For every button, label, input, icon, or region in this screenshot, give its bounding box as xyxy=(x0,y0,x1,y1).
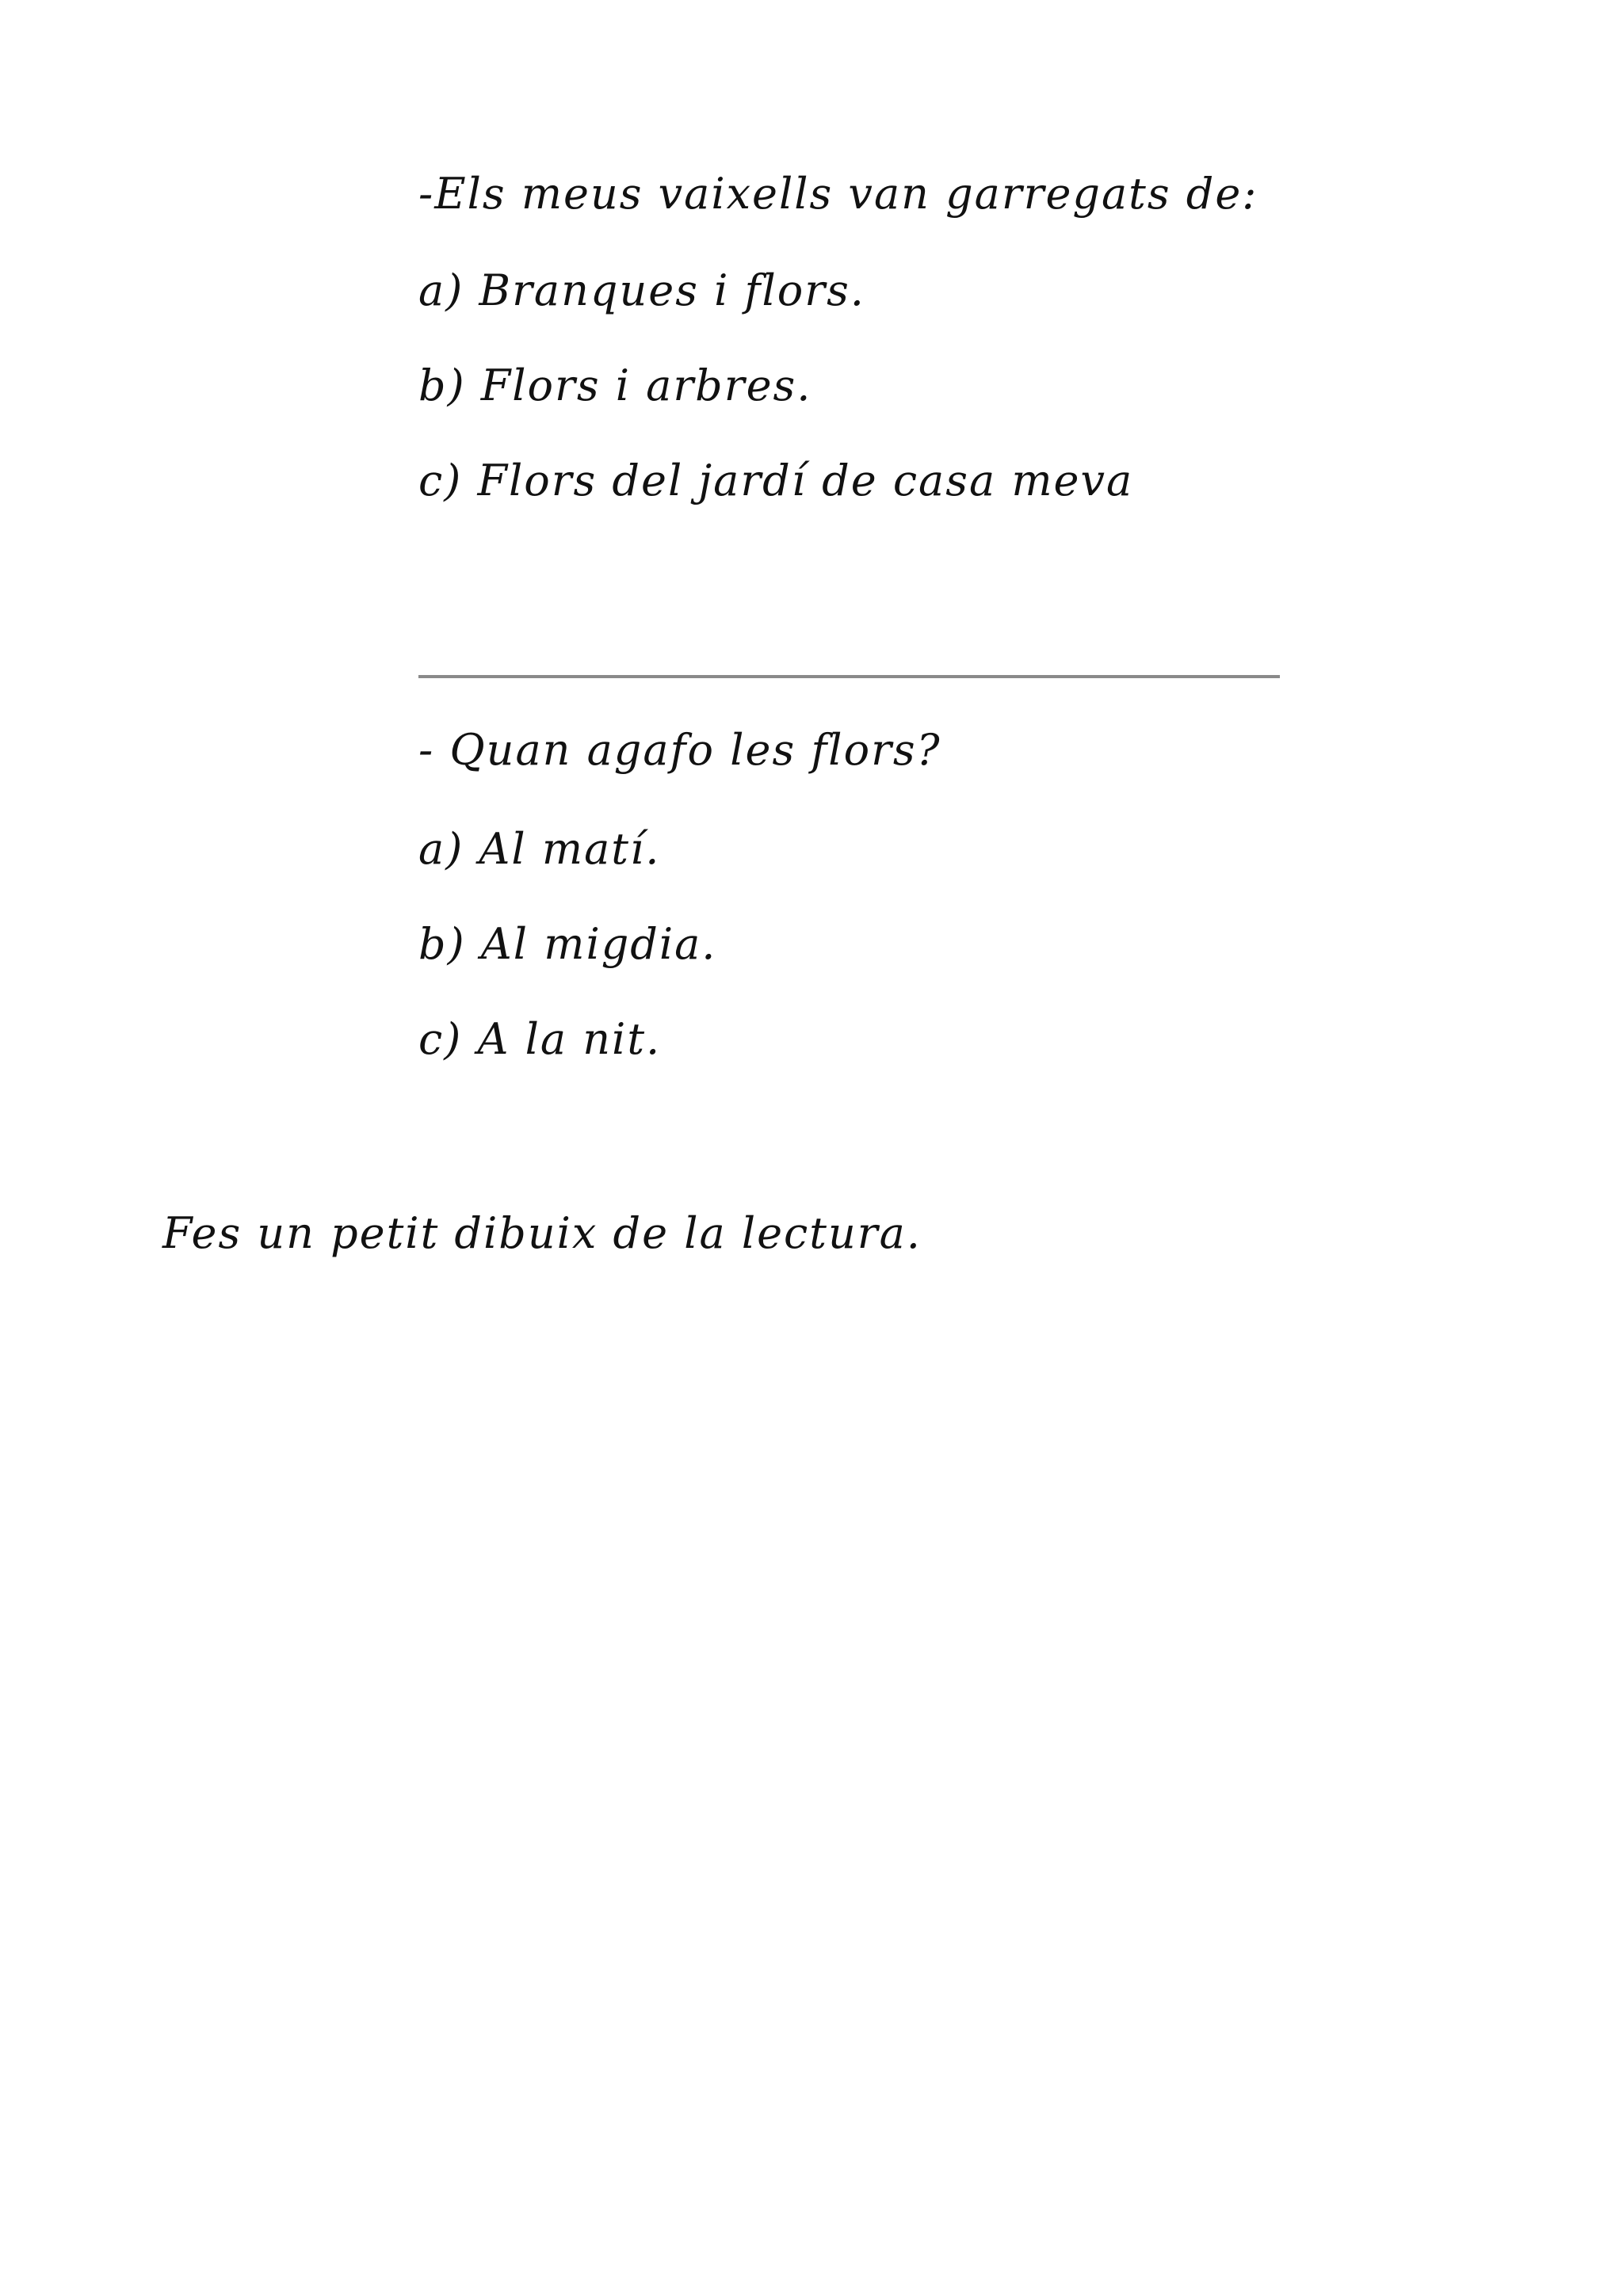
question-1-option-b: b) Flors i arbres. xyxy=(418,360,812,410)
question-1-option-c: c) Flors del jardí de casa meva xyxy=(418,456,1134,505)
question-1-option-a: a) Branques i flors. xyxy=(418,265,865,315)
question-1-prompt: -Els meus vaixells van garregats de: xyxy=(418,169,1258,219)
question-2-prompt: - Quan agafo les flors? xyxy=(418,725,941,775)
section-divider xyxy=(418,675,1280,678)
question-2-option-c: c) A la nit. xyxy=(418,1014,662,1064)
drawing-instruction: Fes un petit dibuix de la lectura. xyxy=(162,1208,922,1258)
question-2-option-b: b) Al migdia. xyxy=(418,919,717,969)
question-2-option-a: a) Al matí. xyxy=(418,824,661,874)
